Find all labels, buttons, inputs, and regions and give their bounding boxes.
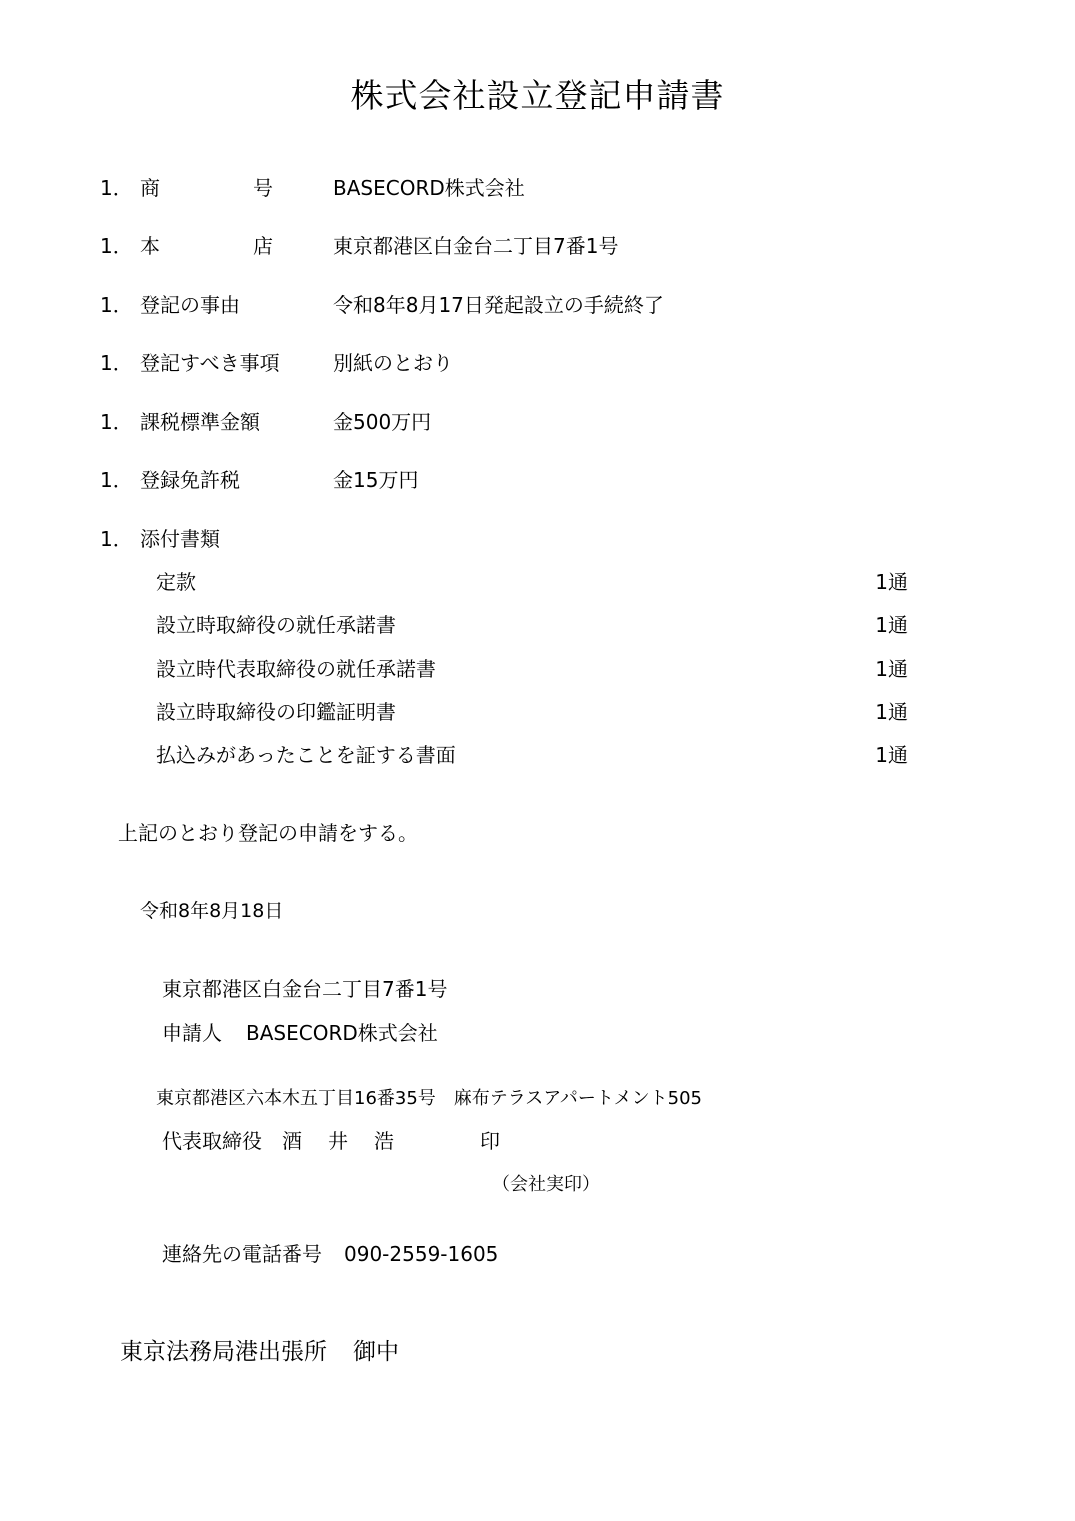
attachment-count: 1通 <box>875 613 908 637</box>
item-number: 1． <box>100 468 133 492</box>
item-attachments <box>100 525 333 553</box>
item-value: 別紙のとおり <box>333 351 453 375</box>
attachment-count: 1通 <box>875 743 908 767</box>
attachment-name: 設立時代表取締役の就任承諾書 <box>156 657 436 681</box>
attachment-name: 払込みがあったことを証する書面 <box>156 743 456 767</box>
representative-title: 代表取締役 <box>162 1129 262 1153</box>
item-value: 東京都港区白金台二丁目7番1号 <box>333 234 619 258</box>
item-value: BASECORD株式会社 <box>333 176 525 200</box>
item-value: 金500万円 <box>333 410 432 434</box>
attachment-count: 1通 <box>875 657 908 681</box>
application-date: 令和8年8月18日 <box>140 900 284 922</box>
item-number: 1． <box>100 351 133 375</box>
item-number: 1． <box>100 527 133 551</box>
attachment-count: 1通 <box>875 700 908 724</box>
attachment-row <box>156 611 908 639</box>
applicant-label: 申請人 <box>162 1021 222 1045</box>
attachment-row <box>156 568 908 596</box>
document-title: 株式会社設立登記申請書 <box>350 76 725 115</box>
attachment-name: 設立時取締役の就任承諾書 <box>156 613 396 637</box>
item-registration-matters <box>100 349 453 377</box>
item-number: 1． <box>100 293 133 317</box>
item-value: 令和8年8月17日発起設立の手続終了 <box>333 293 664 317</box>
contact-phone: 090-2559-1605 <box>344 1242 499 1266</box>
representative-name: 酒井浩 <box>282 1129 420 1153</box>
seal-mark: 印 <box>480 1129 500 1153</box>
item-label: 登記すべき事項 <box>140 351 280 375</box>
item-trade-name <box>100 174 525 202</box>
item-number: 1． <box>100 410 133 434</box>
applicant-address: 東京都港区白金台二丁目7番1号 <box>162 977 448 1001</box>
item-registration-reason <box>100 291 664 319</box>
item-taxable-amount <box>100 408 431 436</box>
addressee <box>120 1333 399 1366</box>
seal-note: （会社実印） <box>492 1174 600 1195</box>
item-registration-tax <box>100 466 418 494</box>
attachment-row <box>156 698 908 726</box>
item-label: 添付書類 <box>140 527 220 551</box>
representative-line <box>162 1127 500 1155</box>
contact-label: 連絡先の電話番号 <box>162 1242 322 1266</box>
applicant-name: BASECORD株式会社 <box>246 1021 438 1045</box>
addressee-honorific: 御中 <box>353 1339 399 1365</box>
application-statement: 上記のとおり登記の申請をする。 <box>118 821 418 845</box>
applicant-line <box>162 1019 438 1047</box>
attachment-count: 1通 <box>875 570 908 594</box>
item-label: 本店 <box>140 234 273 258</box>
attachment-row <box>156 741 908 769</box>
item-label: 登記の事由 <box>140 293 240 317</box>
item-head-office <box>100 232 618 260</box>
item-label: 課税標準金額 <box>140 410 260 434</box>
attachment-row <box>156 655 908 683</box>
contact-line <box>162 1240 498 1268</box>
item-number: 1． <box>100 234 133 258</box>
item-label: 登録免許税 <box>140 468 240 492</box>
attachment-name: 定款 <box>156 570 196 594</box>
addressee-office: 東京法務局港出張所 <box>120 1339 327 1365</box>
item-number: 1． <box>100 176 133 200</box>
attachment-name: 設立時取締役の印鑑証明書 <box>156 700 396 724</box>
item-label: 商号 <box>140 176 273 200</box>
item-value: 金15万円 <box>333 468 419 492</box>
representative-address: 東京都港区六本木五丁目16番35号 麻布テラスアパートメント505 <box>156 1088 703 1109</box>
